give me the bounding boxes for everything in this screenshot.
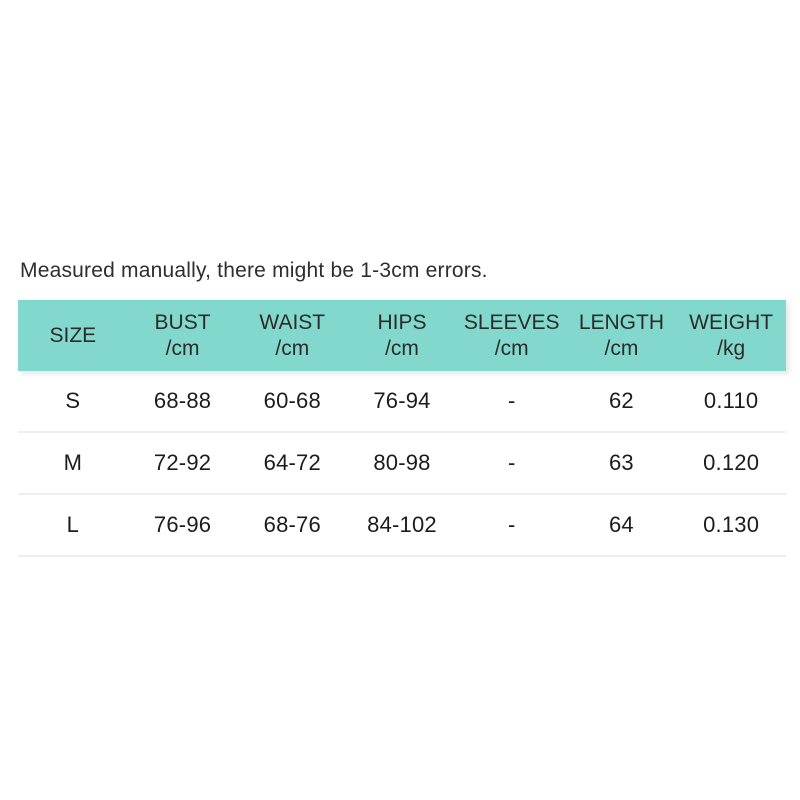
size-table-header (18, 300, 786, 371)
cell-size: L (66, 512, 80, 537)
cell-weight: 0.120 (703, 450, 760, 475)
header-label: WEIGHT (689, 310, 774, 334)
table-row-m (18, 433, 786, 495)
header-label: SIZE (49, 323, 97, 347)
cell-bust: 72-92 (153, 450, 212, 475)
cell-length: 62 (608, 388, 634, 413)
cell-hips: 80-98 (373, 450, 431, 475)
header-cell-length (567, 300, 677, 371)
header-cell-weight (676, 300, 786, 371)
cell-sleeves: - (507, 388, 516, 413)
cell-length: 64 (608, 512, 634, 537)
table-row-l (18, 495, 786, 557)
size-table-body (18, 371, 786, 557)
size-table (18, 300, 786, 557)
header-label: BUST (154, 310, 211, 334)
cell-sleeves: - (507, 450, 516, 475)
cell-waist: 68-76 (263, 512, 321, 537)
header-unit: /kg (717, 336, 746, 360)
cell-size: M (63, 450, 83, 475)
measurement-note: Measured manually, there might be 1-3cm errors. (20, 259, 488, 282)
header-cell-size (18, 300, 128, 371)
header-unit: /cm (604, 336, 639, 360)
cell-waist: 60-68 (263, 388, 321, 413)
header-cell-waist (237, 300, 347, 371)
table-row-s (18, 371, 786, 433)
cell-size: S (65, 388, 81, 413)
header-cell-sleeves (457, 300, 567, 371)
header-label: SLEEVES (463, 310, 560, 334)
cell-weight: 0.130 (703, 512, 760, 537)
header-unit: /cm (275, 336, 310, 360)
header-label: WAIST (259, 310, 326, 334)
cell-waist: 64-72 (263, 450, 321, 475)
header-label: LENGTH (578, 310, 665, 334)
header-label: HIPS (377, 310, 427, 334)
cell-bust: 68-88 (153, 388, 212, 413)
cell-hips: 76-94 (373, 388, 431, 413)
cell-hips: 84-102 (367, 512, 437, 537)
header-unit: /cm (385, 336, 419, 360)
cell-weight: 0.110 (703, 388, 759, 413)
header-cell-hips (347, 300, 457, 371)
header-unit: /cm (165, 336, 200, 360)
cell-bust: 76-96 (153, 512, 212, 537)
header-cell-bust (128, 300, 238, 371)
header-unit: /cm (494, 336, 529, 360)
cell-length: 63 (608, 450, 634, 475)
cell-sleeves: - (507, 512, 516, 537)
